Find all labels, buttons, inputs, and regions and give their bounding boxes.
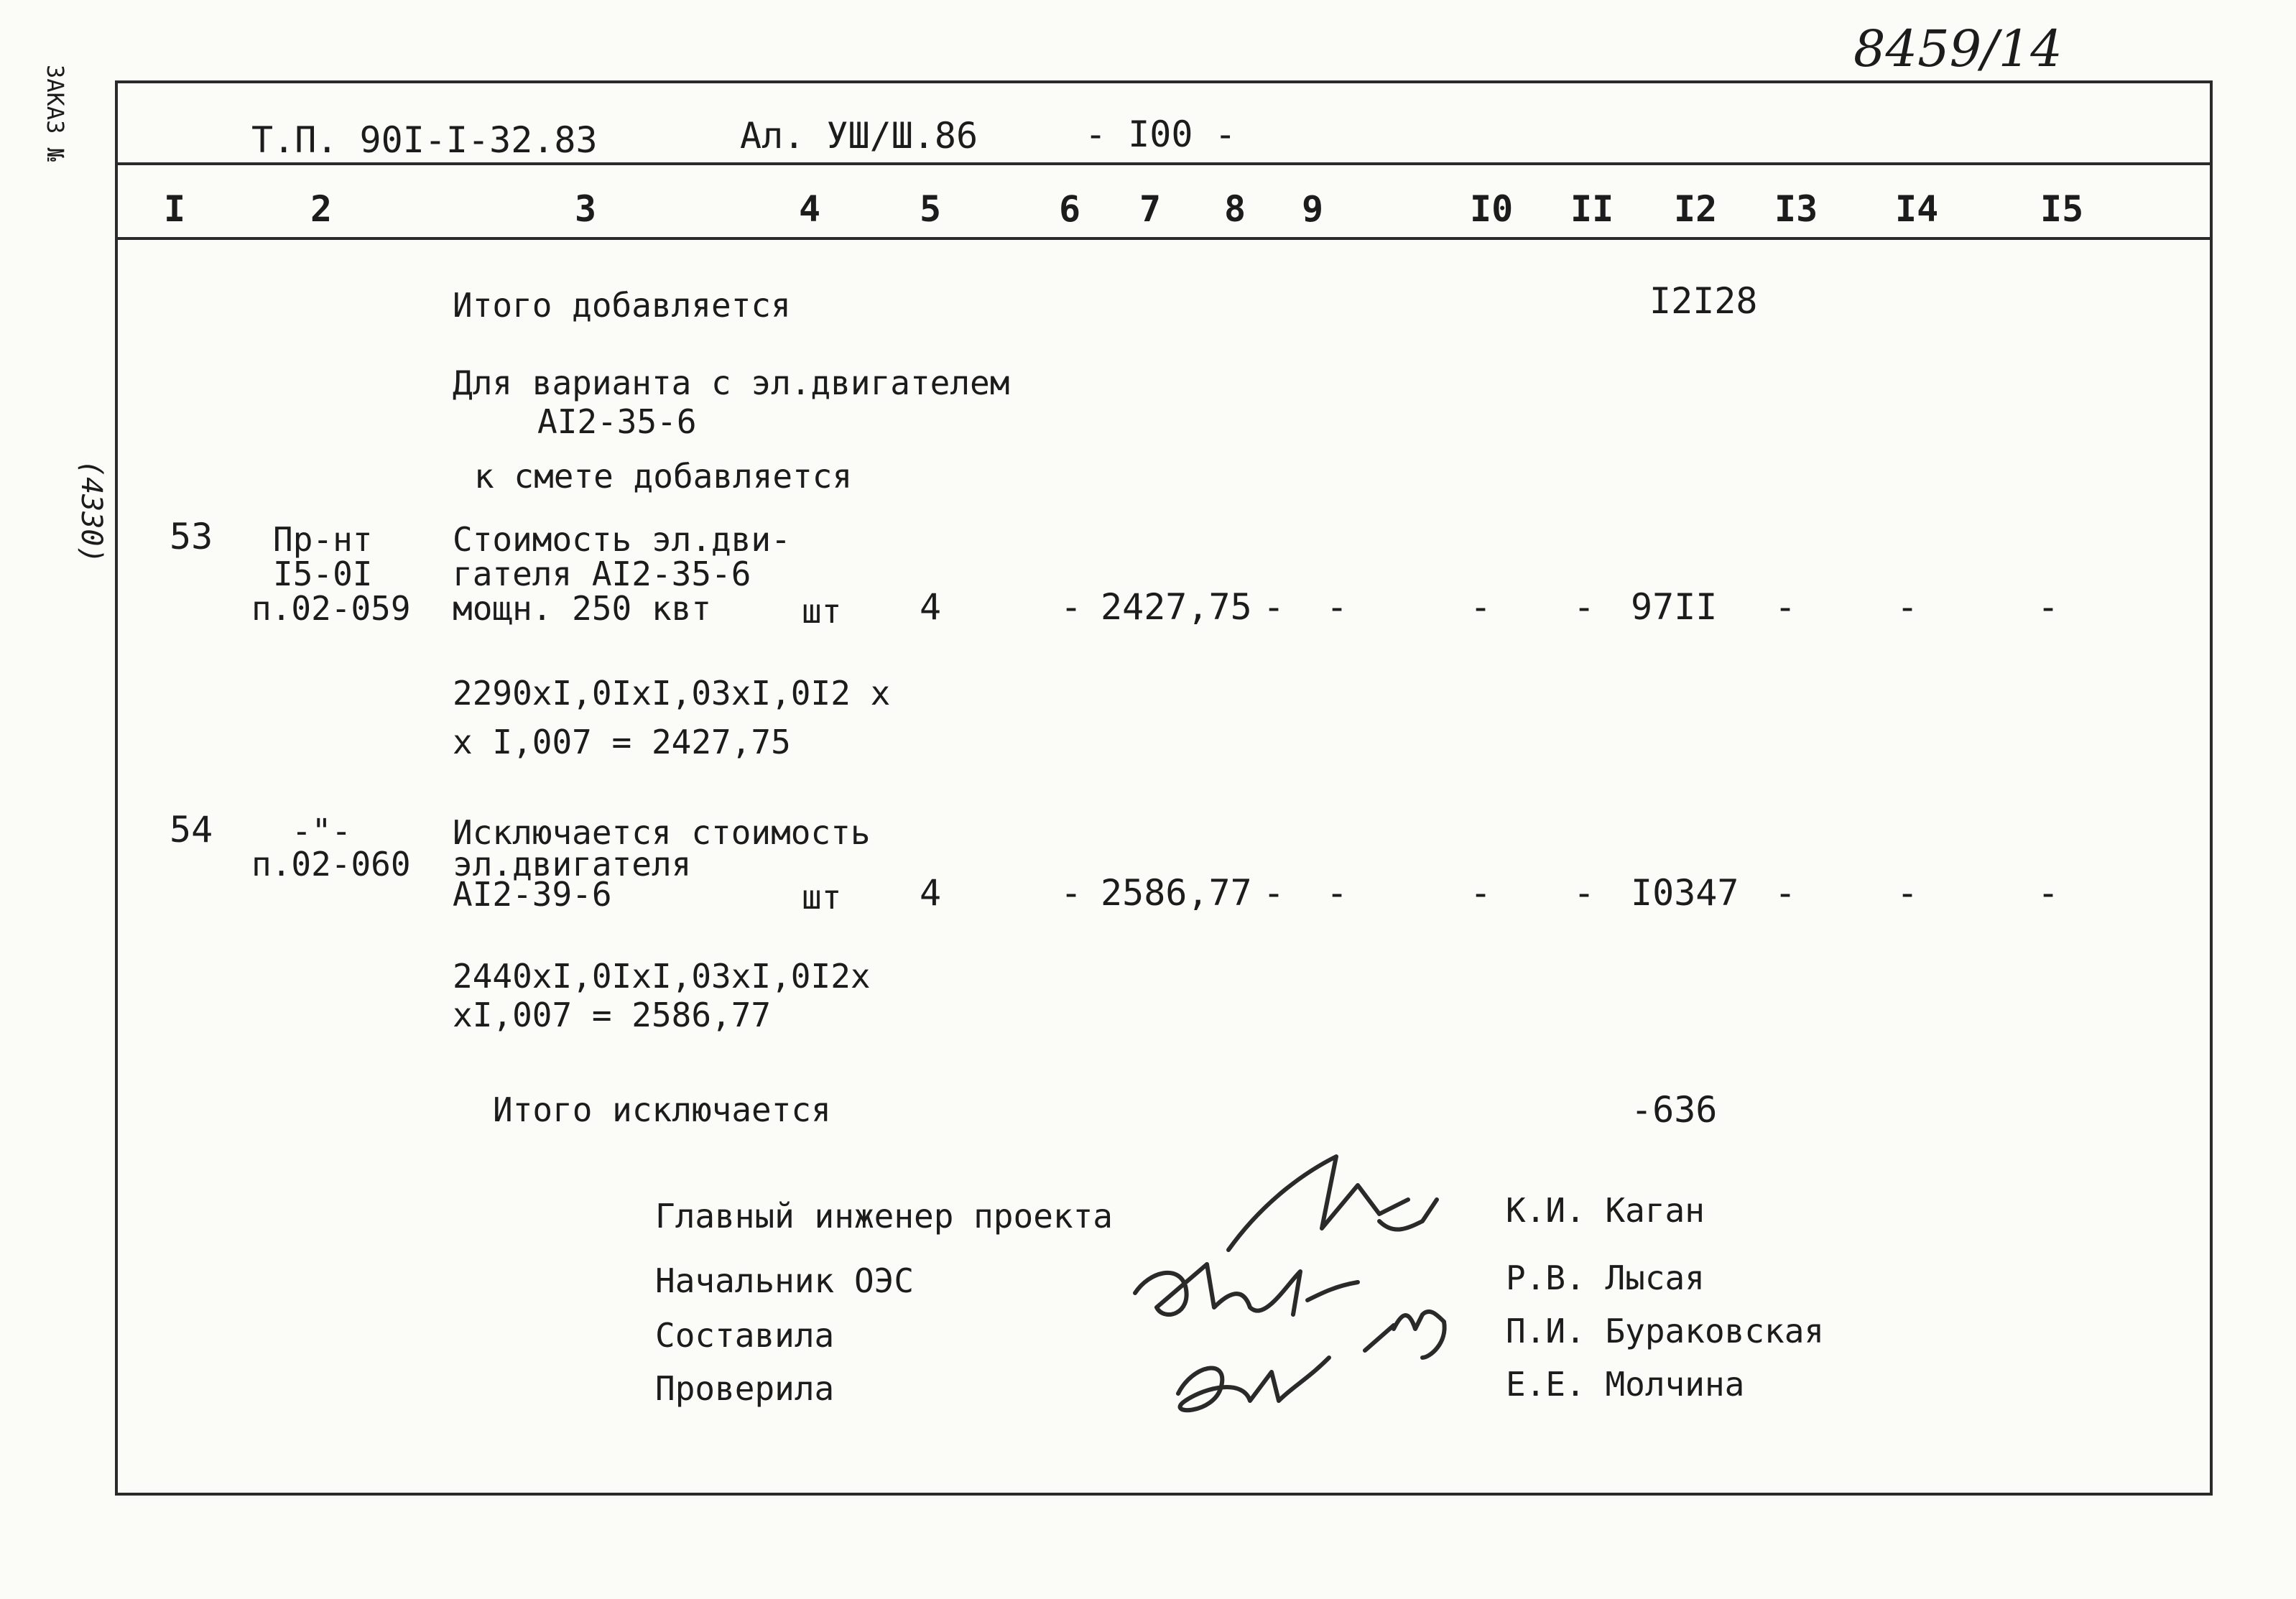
archive-number: 8459/14: [1853, 19, 2063, 78]
row-total: I0347: [1631, 872, 1739, 914]
row-unit: шт: [802, 878, 842, 917]
col-9: 9: [1302, 188, 1324, 230]
col-10: I0: [1470, 188, 1514, 230]
row-col6: -: [1060, 586, 1083, 628]
side-note: (4330): [75, 460, 108, 564]
header-divider: [115, 162, 2213, 165]
row-calc-1: 2440хI,0IхI,03хI,0I2х: [453, 957, 871, 996]
row-col9: -: [1326, 586, 1348, 628]
row-calc-2: х I,007 = 2427,75: [453, 723, 791, 761]
signature-role: Начальник ОЭС: [655, 1261, 915, 1300]
col-6: 6: [1059, 188, 1081, 230]
signature-role: Составила: [655, 1316, 835, 1355]
row-code-1: Пр-нт: [273, 520, 373, 559]
signature-role: Главный инженер проекта: [655, 1197, 1113, 1236]
col-4: 4: [799, 188, 821, 230]
col-14: I4: [1895, 188, 1939, 230]
row-code-2: п.02-060: [251, 845, 411, 884]
added-to-estimate: к смете добавляется: [474, 457, 853, 496]
signature-name: К.И. Каган: [1506, 1191, 1705, 1230]
project-code: Т.П. 90I-I-32.83: [251, 119, 598, 161]
row-price: 2427,75: [1101, 586, 1252, 628]
page-number: - I00 -: [1085, 113, 1236, 155]
handwritten-signatures: [1121, 1142, 1494, 1444]
signature-name: Е.Е. Молчина: [1506, 1365, 1745, 1404]
row-qty: 4: [920, 586, 942, 628]
row-col10: -: [1470, 586, 1492, 628]
col-13: I3: [1774, 188, 1818, 230]
side-stamp: ЗАКАЗ №: [42, 65, 69, 162]
row-code-2: I5-0I: [273, 555, 373, 593]
row-col8: -: [1263, 872, 1285, 914]
col-15: I5: [2040, 188, 2084, 230]
row-col13: -: [1774, 586, 1797, 628]
added-total-label: Итого добавляется: [453, 286, 791, 325]
signature-role: Проверила: [655, 1369, 835, 1408]
signature-name: Р.В. Лысая: [1506, 1259, 1705, 1297]
row-col15: -: [2037, 872, 2060, 914]
row-col14: -: [1897, 586, 1919, 628]
row-desc-3: АI2-39-6: [453, 875, 612, 914]
col-3: 3: [575, 188, 597, 230]
signature-name: П.И. Бураковская: [1506, 1312, 1825, 1350]
row-total: 97II: [1631, 586, 1718, 628]
row-col11: -: [1573, 872, 1596, 914]
row-col13: -: [1774, 872, 1797, 914]
row-calc-1: 2290хI,0IхI,03хI,0I2 х: [453, 674, 891, 713]
col-7: 7: [1139, 188, 1162, 230]
row-col10: -: [1470, 872, 1492, 914]
excluded-total-label: Итого исключается: [493, 1090, 831, 1129]
row-desc-2: гателя АI2-35-6: [453, 555, 751, 593]
variant-line-2: АI2-35-6: [537, 402, 697, 441]
col-5: 5: [920, 188, 942, 230]
col-8: 8: [1224, 188, 1246, 230]
col-2: 2: [310, 188, 333, 230]
row-col6: -: [1060, 872, 1083, 914]
album-code: Ал. УШ/Ш.86: [740, 115, 978, 157]
col-11: II: [1570, 188, 1614, 230]
row-desc-1: Стоимость эл.дви-: [453, 520, 791, 559]
row-number: 53: [170, 516, 213, 557]
row-code-1: -"-: [292, 812, 352, 851]
row-col9: -: [1326, 872, 1348, 914]
row-code-3: п.02-059: [251, 589, 411, 628]
row-price: 2586,77: [1101, 872, 1252, 914]
column-divider: [115, 237, 2213, 240]
excluded-total-value: -636: [1631, 1089, 1718, 1131]
col-12: I2: [1674, 188, 1718, 230]
row-col11: -: [1573, 586, 1596, 628]
row-col8: -: [1263, 586, 1285, 628]
row-calc-2: хI,007 = 2586,77: [453, 996, 772, 1034]
row-number: 54: [170, 809, 213, 851]
col-1: I: [164, 188, 186, 230]
row-col15: -: [2037, 586, 2060, 628]
row-desc-2: эл.двигателя: [453, 845, 692, 884]
row-col14: -: [1897, 872, 1919, 914]
row-desc-1: Исключается стоимость: [453, 813, 871, 852]
row-qty: 4: [920, 872, 942, 914]
variant-line-1: Для варианта с эл.двигателем: [453, 363, 1010, 402]
row-desc-3: мощн. 250 квт: [453, 589, 712, 628]
added-total-value: I2I28: [1649, 280, 1758, 322]
row-unit: шт: [802, 592, 842, 631]
